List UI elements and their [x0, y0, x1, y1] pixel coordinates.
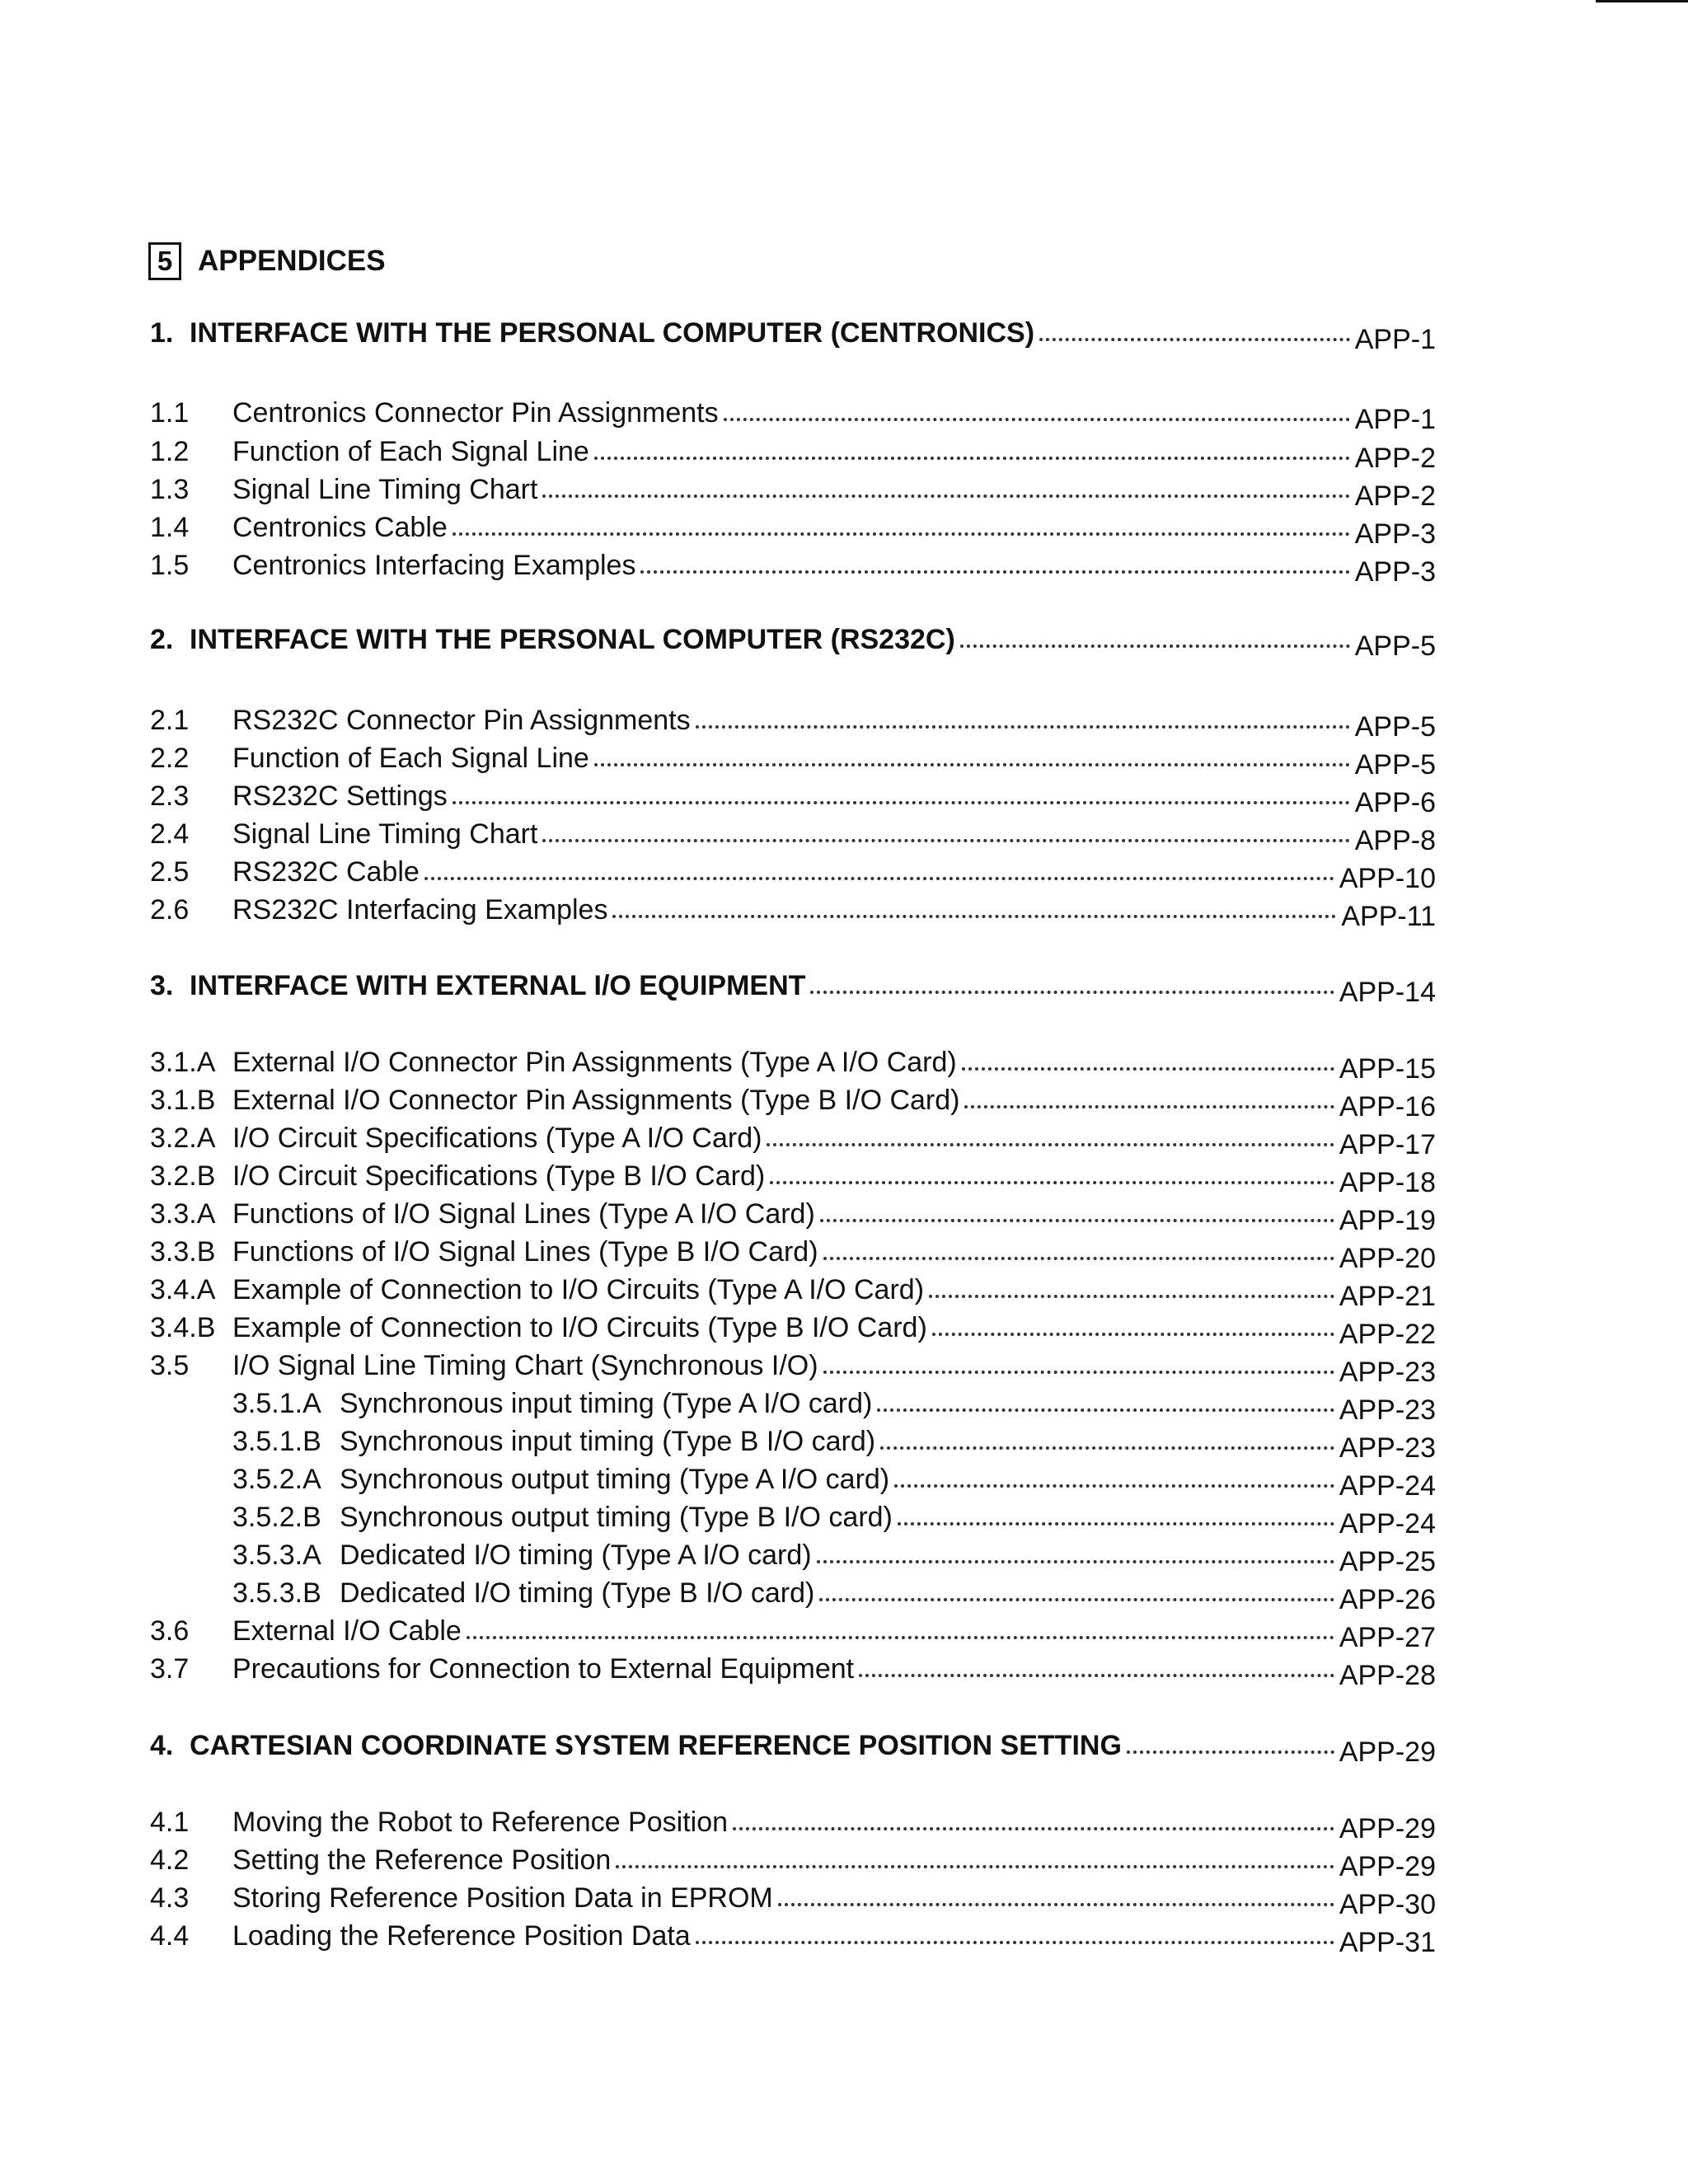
- toc-entry-number: 4.: [150, 1730, 174, 1761]
- toc-section-row[interactable]: [150, 1724, 1436, 1768]
- dot-leader: [1127, 1750, 1334, 1754]
- toc-entry-row[interactable]: [150, 1268, 1436, 1312]
- toc-section-row[interactable]: [150, 312, 1436, 355]
- toc-entry-row[interactable]: [150, 1344, 1436, 1388]
- toc-entry-number: 2.5: [150, 856, 190, 888]
- toc-entry-row[interactable]: [150, 1117, 1436, 1160]
- toc-entry-title: Dedicated I/O timing (Type B I/O card): [340, 1577, 815, 1609]
- toc-entry-number: 1.: [150, 317, 174, 349]
- toc-entry-number: 1.1: [150, 397, 190, 429]
- dot-leader: [964, 1105, 1334, 1108]
- toc-entry-number: 4.1: [150, 1807, 190, 1838]
- toc-entry-title: INTERFACE WITH THE PERSONAL COMPUTER (RS232C): [190, 624, 955, 655]
- toc-entry-number: 3.2.A: [150, 1122, 216, 1154]
- toc-entry-title: I/O Signal Line Timing Chart (Synchronous I/O): [232, 1350, 818, 1381]
- toc-section-row[interactable]: [150, 964, 1436, 1008]
- toc-entry-row[interactable]: [150, 1193, 1436, 1236]
- dot-leader: [640, 570, 1349, 574]
- toc-entry-number: 2.4: [150, 818, 190, 850]
- toc-entry-title: RS232C Connector Pin Assignments: [232, 705, 691, 736]
- toc-entry-page: APP-5: [1354, 630, 1436, 662]
- toc-entry-number: 3.4.A: [150, 1274, 216, 1305]
- toc-entry-page: APP-11: [1341, 901, 1436, 932]
- toc-entry-row[interactable]: [150, 1155, 1436, 1198]
- dot-leader: [542, 494, 1349, 498]
- dot-leader: [859, 1674, 1334, 1677]
- toc-entry-title: Centronics Connector Pin Assignments: [232, 397, 719, 429]
- dot-leader: [820, 1219, 1334, 1222]
- toc-entry-page: APP-3: [1354, 518, 1436, 550]
- toc-entry-row[interactable]: [150, 544, 1436, 588]
- toc-entry-title: Setting the Reference Position: [232, 1844, 612, 1876]
- toc-entry-row[interactable]: [150, 813, 1436, 856]
- toc-entry-page: APP-28: [1339, 1660, 1436, 1691]
- toc-entry-number: 3.5.1.A: [232, 1388, 321, 1419]
- toc-entry-title: Synchronous input timing (Type A I/O card): [340, 1388, 873, 1419]
- toc-entry-row[interactable]: [150, 1041, 1436, 1085]
- toc-entry-page: APP-14: [1339, 977, 1436, 1008]
- toc-entry-page: APP-5: [1354, 749, 1436, 780]
- toc-entry-page: APP-29: [1339, 1813, 1436, 1844]
- toc-entry-number: 4.2: [150, 1844, 190, 1876]
- toc-entry-page: APP-21: [1339, 1281, 1436, 1312]
- toc-entry-number: 1.4: [150, 512, 190, 543]
- dot-leader: [696, 1941, 1334, 1944]
- toc-entry-number: 2.6: [150, 894, 190, 926]
- dot-leader: [1039, 338, 1350, 341]
- toc-entry-row[interactable]: [150, 1610, 1436, 1653]
- toc-entry-title: Centronics Interfacing Examples: [232, 550, 636, 581]
- dot-leader: [960, 644, 1350, 648]
- toc-entry-title: Signal Line Timing Chart: [232, 818, 538, 850]
- toc-entry-row[interactable]: [150, 468, 1436, 512]
- toc-entry-number: 4.3: [150, 1882, 190, 1914]
- toc-entry-title: External I/O Cable: [232, 1615, 462, 1647]
- toc-entry-title: CARTESIAN COORDINATE SYSTEM REFERENCE POSITION SETTING: [190, 1730, 1122, 1761]
- toc-entry-number: 3.: [150, 970, 174, 1001]
- toc-entry-number: 3.2.B: [150, 1160, 216, 1192]
- toc-entry-page: APP-22: [1339, 1319, 1436, 1350]
- dot-leader: [612, 915, 1336, 918]
- toc-entry-page: APP-24: [1339, 1508, 1436, 1540]
- toc-entry-page: APP-30: [1339, 1889, 1436, 1920]
- toc-entry-page: APP-29: [1339, 1851, 1436, 1882]
- toc-entry-title: I/O Circuit Specifications (Type A I/O Card): [232, 1122, 762, 1154]
- dot-leader: [424, 877, 1334, 880]
- toc-entry-title: Function of Each Signal Line: [232, 743, 589, 774]
- toc-entry-title: Moving the Robot to Reference Position: [232, 1807, 729, 1838]
- dot-leader: [898, 1522, 1334, 1526]
- toc-entry-title: INTERFACE WITH THE PERSONAL COMPUTER (CENTRONICS): [190, 317, 1035, 349]
- toc-entry-row[interactable]: [150, 888, 1436, 932]
- toc-entry-title: RS232C Cable: [232, 856, 420, 888]
- dot-leader: [542, 839, 1349, 842]
- toc-entry-number: 1.5: [150, 550, 190, 581]
- toc-entry-page: APP-8: [1354, 825, 1436, 856]
- toc-entry-row[interactable]: [150, 1877, 1436, 1920]
- toc-entry-row[interactable]: [150, 1420, 1436, 1464]
- toc-entry-title: Example of Connection to I/O Circuits (Type B I/O Card): [232, 1312, 927, 1343]
- toc-entry-title: External I/O Connector Pin Assignments (Type B I/O Card): [232, 1085, 960, 1116]
- dot-leader: [810, 991, 1334, 994]
- dot-leader: [823, 1257, 1334, 1260]
- toc-entry-number: 1.3: [150, 474, 190, 505]
- toc-entry-number: 2.1: [150, 705, 190, 736]
- dot-leader: [932, 1333, 1334, 1336]
- toc-entry-number: 3.4.B: [150, 1312, 216, 1343]
- toc-entry-row[interactable]: [150, 1079, 1436, 1122]
- dot-leader: [452, 801, 1350, 804]
- toc-entry-title: Functions of I/O Signal Lines (Type A I/O Card): [232, 1198, 815, 1230]
- toc-entry-title: Signal Line Timing Chart: [232, 474, 538, 505]
- toc-entry-row[interactable]: [150, 1382, 1436, 1426]
- toc-entry-title: Centronics Cable: [232, 512, 448, 543]
- toc-entry-title: I/O Circuit Specifications (Type B I/O Card): [232, 1160, 766, 1192]
- toc-entry-page: APP-24: [1339, 1470, 1436, 1502]
- toc-entry-title: Function of Each Signal Line: [232, 436, 589, 467]
- toc-section-row[interactable]: [150, 618, 1436, 662]
- toc-entry-number: 2.2: [150, 743, 190, 774]
- toc-entry-page: APP-17: [1339, 1129, 1436, 1160]
- dot-leader: [452, 532, 1350, 536]
- dot-leader: [467, 1636, 1334, 1639]
- toc-entry-number: 2.: [150, 624, 174, 655]
- toc-entry-number: 3.3.A: [150, 1198, 216, 1230]
- dot-leader: [616, 1865, 1334, 1868]
- toc-entry-row[interactable]: [150, 391, 1436, 435]
- toc-entry-page: APP-2: [1354, 443, 1436, 474]
- toc-entry-page: APP-2: [1354, 480, 1436, 512]
- dot-leader: [696, 725, 1350, 729]
- toc-entry-row[interactable]: [150, 1801, 1436, 1844]
- chapter-title: APPENDICES: [198, 245, 386, 277]
- dot-leader: [819, 1598, 1334, 1601]
- toc-entry-page: APP-5: [1354, 711, 1436, 743]
- toc-entry-page: APP-6: [1354, 787, 1436, 818]
- toc-entry-row[interactable]: [150, 699, 1436, 743]
- toc-entry-title: INTERFACE WITH EXTERNAL I/O EQUIPMENT: [190, 970, 806, 1001]
- toc-entry-number: 3.5.2.B: [232, 1502, 321, 1533]
- toc-entry-row[interactable]: [150, 1647, 1436, 1691]
- dot-leader: [929, 1295, 1334, 1298]
- toc-entry-number: 3.5.3.B: [232, 1577, 321, 1609]
- chapter-number-box: 5: [148, 242, 181, 280]
- toc-entry-title: Loading the Reference Position Data: [232, 1920, 691, 1952]
- dot-leader: [817, 1560, 1334, 1563]
- toc-entry-page: APP-25: [1339, 1546, 1436, 1577]
- dot-leader: [594, 457, 1350, 460]
- toc-entry-page: APP-3: [1354, 556, 1436, 588]
- toc-entry-page: APP-31: [1339, 1927, 1436, 1958]
- toc-entry-page: APP-26: [1339, 1584, 1436, 1615]
- toc-entry-row[interactable]: [150, 430, 1436, 474]
- toc-entry-title: Synchronous input timing (Type B I/O card): [340, 1426, 876, 1457]
- toc-entry-row[interactable]: [150, 1839, 1436, 1882]
- dot-leader: [594, 763, 1350, 766]
- toc-entry-row[interactable]: [150, 1496, 1436, 1540]
- toc-entry-row[interactable]: [150, 1534, 1436, 1577]
- toc-entry-row[interactable]: [150, 1458, 1436, 1502]
- toc-entry-row[interactable]: [150, 1915, 1436, 1958]
- toc-entry-page: APP-27: [1339, 1622, 1436, 1653]
- dot-leader: [770, 1181, 1334, 1184]
- toc-entry-title: RS232C Settings: [232, 780, 448, 812]
- toc-entry-number: 3.7: [150, 1653, 190, 1685]
- dot-leader: [778, 1903, 1334, 1906]
- toc-entry-number: 1.2: [150, 436, 190, 467]
- toc-entry-row[interactable]: [150, 1230, 1436, 1274]
- toc-entry-number: 3.1.B: [150, 1085, 216, 1116]
- toc-entry-page: APP-23: [1339, 1357, 1436, 1388]
- toc-entry-page: APP-23: [1339, 1394, 1436, 1426]
- toc-entry-page: APP-19: [1339, 1205, 1436, 1236]
- toc-entry-title: Synchronous output timing (Type B I/O card): [340, 1502, 893, 1533]
- toc-entry-title: Precautions for Connection to External Equipment: [232, 1653, 855, 1685]
- toc-entry-row[interactable]: [150, 851, 1436, 894]
- dot-leader: [733, 1827, 1334, 1830]
- toc-entry-row[interactable]: [150, 775, 1436, 818]
- toc-entry-page: APP-1: [1354, 404, 1436, 435]
- toc-entry-title: Example of Connection to I/O Circuits (Type A I/O Card): [232, 1274, 925, 1305]
- toc-entry-page: APP-15: [1339, 1053, 1436, 1085]
- dot-leader: [823, 1371, 1334, 1374]
- dot-leader: [877, 1408, 1334, 1412]
- toc-entry-row[interactable]: [150, 1306, 1436, 1350]
- toc-entry-page: APP-18: [1339, 1167, 1436, 1198]
- toc-entry-number: 3.5.2.A: [232, 1464, 321, 1495]
- toc-entry-page: APP-1: [1354, 324, 1436, 355]
- toc-entry-row[interactable]: [150, 506, 1436, 550]
- toc-entry-row[interactable]: [150, 737, 1436, 780]
- toc-entry-page: APP-29: [1339, 1736, 1436, 1768]
- toc-entry-title: External I/O Connector Pin Assignments (Type A I/O Card): [232, 1047, 957, 1078]
- toc-entry-number: 3.6: [150, 1615, 190, 1647]
- toc-entry-title: Functions of I/O Signal Lines (Type B I/O Card): [232, 1236, 818, 1268]
- toc-entry-number: 2.3: [150, 780, 190, 812]
- dot-leader: [962, 1067, 1334, 1071]
- toc-entry-page: APP-23: [1339, 1432, 1436, 1464]
- toc-entry-title: Synchronous output timing (Type A I/O card): [340, 1464, 890, 1495]
- toc-entry-number: 3.3.B: [150, 1236, 216, 1268]
- dot-leader: [894, 1484, 1334, 1488]
- toc-entry-number: 3.5: [150, 1350, 190, 1381]
- toc-entry-number: 4.4: [150, 1920, 190, 1952]
- dot-leader: [767, 1143, 1334, 1146]
- dot-leader: [724, 418, 1350, 421]
- toc-entry-number: 3.5.1.B: [232, 1426, 321, 1457]
- toc-entry-title: Storing Reference Position Data in EPROM: [232, 1882, 773, 1914]
- toc-entry-title: RS232C Interfacing Examples: [232, 894, 608, 926]
- toc-entry-page: APP-20: [1339, 1243, 1436, 1274]
- dot-leader: [880, 1446, 1334, 1450]
- toc-entry-page: APP-16: [1339, 1091, 1436, 1122]
- toc-entry-page: APP-10: [1339, 863, 1436, 894]
- toc-entry-row[interactable]: [150, 1572, 1436, 1615]
- toc-entry-number: 3.1.A: [150, 1047, 216, 1078]
- toc-entry-number: 3.5.3.A: [232, 1540, 321, 1571]
- toc-entry-title: Dedicated I/O timing (Type A I/O card): [340, 1540, 812, 1571]
